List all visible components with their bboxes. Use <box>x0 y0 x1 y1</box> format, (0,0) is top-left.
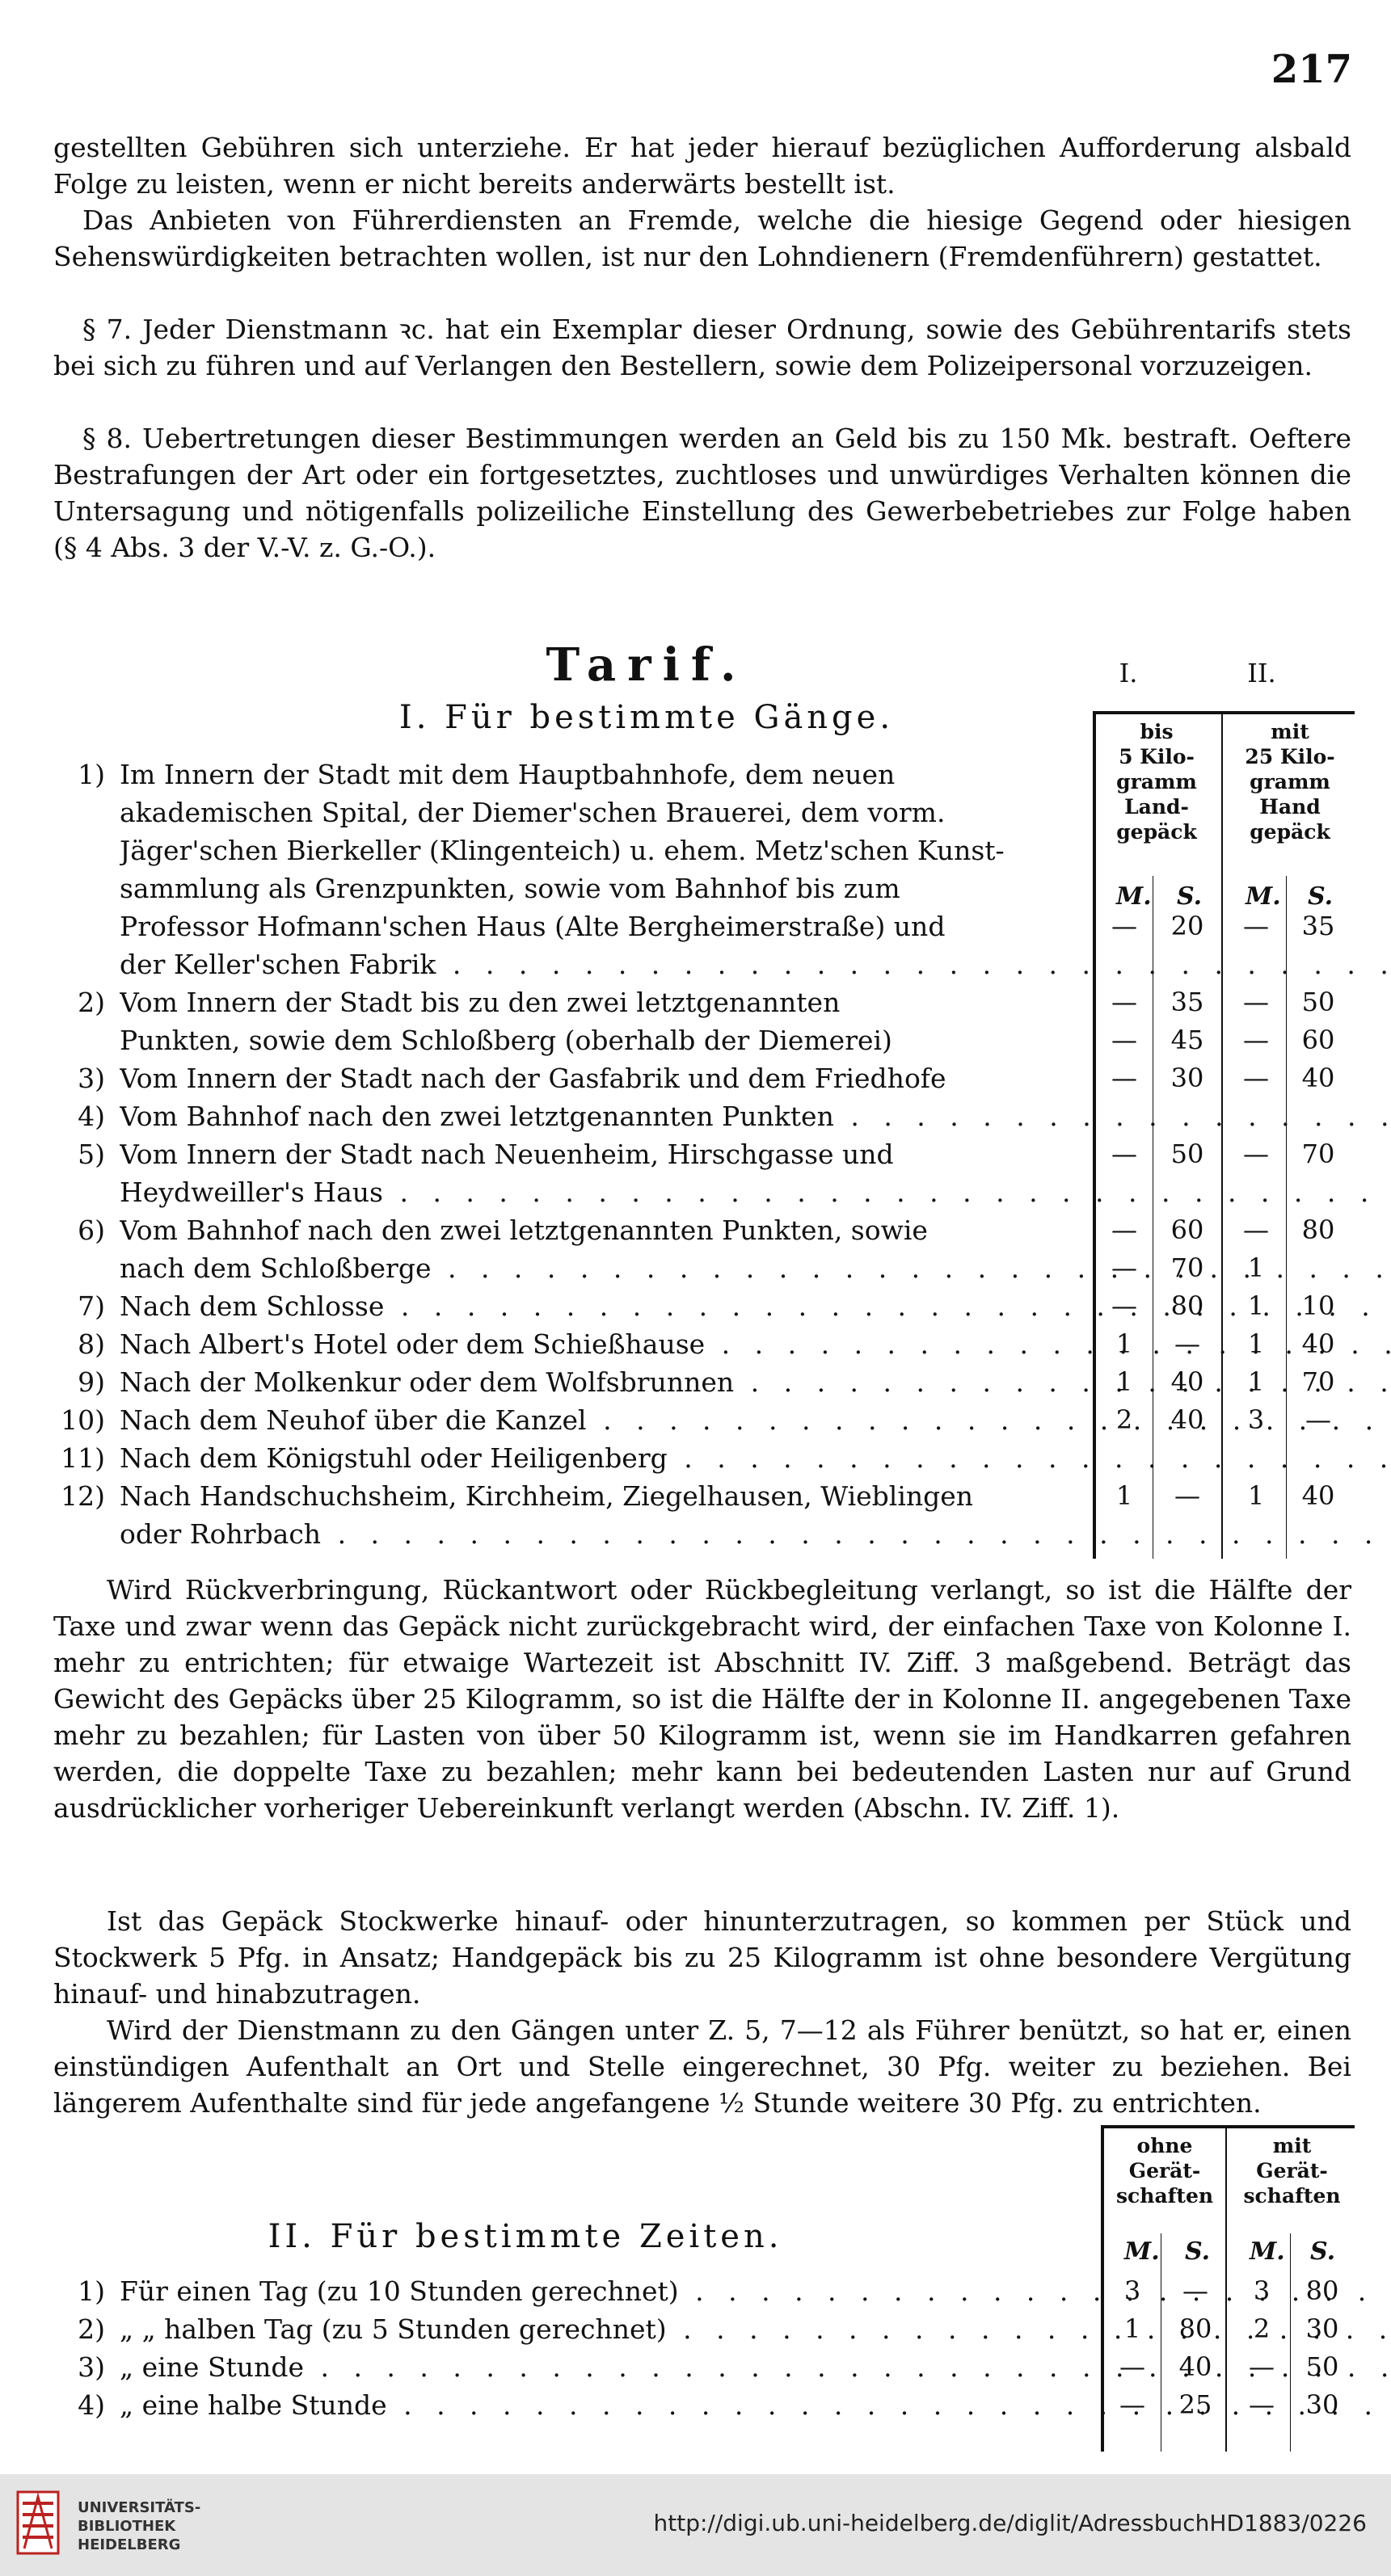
list-item <box>40 2310 1059 2348</box>
list-item <box>40 1439 1059 1477</box>
list-item <box>40 1363 1059 1401</box>
page-number: 217 <box>1271 47 1352 92</box>
price-cell: 45 <box>1170 1025 1204 1055</box>
column-divider <box>1286 876 1287 1559</box>
price-cell: 80 <box>1170 1290 1204 1321</box>
list-item <box>40 1287 1059 1325</box>
column-roman-1: I. <box>1119 658 1138 688</box>
row-text-line: Vom Bahnhof nach den zwei letztgenannten Punkten, sowie <box>120 1214 928 1246</box>
price-cell: 50 <box>1170 1139 1204 1169</box>
column-divider <box>1290 2233 1291 2452</box>
row-number: 6) <box>78 1214 105 1246</box>
row-text-line: Nach Handschuchsheim, Kirchheim, Ziegelhausen, Wieblingen <box>120 1480 974 1512</box>
row-text-line: Nach Albert's Hotel oder dem Schießhause . . . <box>120 1325 1391 1363</box>
price-cell: 10 <box>1301 1290 1335 1321</box>
column-header-2: mit Gerät- schaften <box>1243 2134 1341 2208</box>
price-cell: 40 <box>1301 1328 1335 1359</box>
row-number: 4) <box>78 2389 105 2421</box>
price-cell: — <box>1111 1290 1137 1321</box>
list-item <box>40 1401 1059 1439</box>
university-library-logo-icon <box>15 2486 61 2560</box>
unit-mark: M. <box>1124 2237 1160 2266</box>
price-table-zeiten <box>1101 2125 1355 2452</box>
row-number: 3) <box>78 2351 105 2383</box>
list-item <box>40 1059 1059 1097</box>
unit-pfennig: S. <box>1177 882 1203 911</box>
price-cell: 1 <box>1247 1328 1265 1359</box>
price-cell: 50 <box>1305 2351 1339 2382</box>
intro-paragraph-1: gestellten Gebühren sich unterziehe. Er hat jeder hierauf bezüglichen Aufforderung alsbald Folge zu leisten, wenn er nicht bereits anderwärts bestellt ist. <box>53 132 1351 200</box>
price-cell: — <box>1111 1139 1137 1169</box>
row-text-line: der Keller'schen Fabrik . . . <box>120 945 1391 983</box>
price-cell: 2 <box>1115 1404 1133 1435</box>
price-cell: — <box>1243 1025 1269 1055</box>
price-cell: 1 <box>1247 1366 1265 1397</box>
intro-paragraph-3: § 7. Jeder Dienstmann ꝛc. hat ein Exemplar dieser Ordnung, sowie des Gebührentarifs stets bei sich zu führen und auf Verlangen den Bestellern, sowie dem Polizeipersonal vorzuzeigen. <box>53 314 1351 381</box>
price-cell: 35 <box>1170 987 1204 1017</box>
row-text-line: Professor Hofmann'schen Haus (Alte Bergheimerstraße) und <box>120 911 946 942</box>
row-number: 11) <box>61 1442 105 1474</box>
row-number: 7) <box>78 1290 105 1322</box>
column-header-1: ohne Gerät- schaften <box>1115 2134 1214 2208</box>
list-item <box>40 1097 1059 1135</box>
price-cell: 1 <box>1123 2313 1141 2344</box>
price-cell: 60 <box>1301 1025 1335 1055</box>
price-cell: — <box>1305 1404 1331 1435</box>
price-cell: — <box>1249 2389 1275 2420</box>
price-cell: 40 <box>1178 2351 1212 2382</box>
list-item <box>40 2386 1059 2424</box>
price-cell: — <box>1174 1328 1200 1359</box>
unit-pfennig: S. <box>1185 2237 1211 2266</box>
price-cell: 70 <box>1301 1366 1335 1397</box>
price-cell: 80 <box>1178 2313 1212 2344</box>
price-cell: — <box>1111 911 1137 941</box>
row-text-line: oder Rohrbach . . . <box>120 1515 1391 1553</box>
row-number: 2) <box>78 987 105 1018</box>
price-cell: 20 <box>1170 911 1204 941</box>
row-text-line: Vom Bahnhof nach den zwei letztgenannten Punkten . . . <box>120 1097 1391 1135</box>
row-text-line: Vom Innern der Stadt nach der Gasfabrik und dem Friedhofe <box>120 1063 946 1094</box>
price-cell: — <box>1111 1025 1137 1055</box>
price-cell: 60 <box>1170 1214 1204 1245</box>
library-name: UNIVERSITÄTS- BIBLIOTHEK HEIDELBERG <box>78 2499 201 2553</box>
price-cell: 30 <box>1305 2313 1339 2344</box>
price-cell: 50 <box>1301 987 1335 1017</box>
price-cell: 1 <box>1247 1290 1265 1321</box>
price-cell: 2 <box>1253 2313 1271 2344</box>
price-cell: — <box>1243 1139 1269 1169</box>
intro-paragraph-2: Das Anbieten von Führerdiensten an Fremde, welche die hiesige Gegend oder hiesigen Sehenswürdigkeiten betrachten wollen, ist nur den Lohndienern (Fremdenführern) gestattet. <box>53 204 1351 272</box>
library-footer <box>0 2474 1391 2576</box>
row-text-line: Heydweiller's Haus . . . <box>120 1173 1391 1211</box>
row-text-line: Vom Innern der Stadt nach Neuenheim, Hirschgasse und <box>120 1139 894 1170</box>
row-number: 5) <box>78 1139 105 1170</box>
row-text-line: Jäger'schen Bierkeller (Klingenteich) u. ehem. Metz'schen Kunst- <box>120 835 1005 866</box>
price-cell: 1 <box>1247 1480 1265 1511</box>
section2-heading: II. Für bestimmte Zeiten. <box>268 2218 783 2255</box>
list-item <box>40 983 1059 1059</box>
row-number: 3) <box>78 1063 105 1094</box>
price-cell: 40 <box>1301 1480 1335 1511</box>
list-item <box>40 2348 1059 2386</box>
price-cell: 40 <box>1301 1063 1335 1093</box>
price-cell: 3 <box>1253 2275 1271 2306</box>
price-table-gaenge <box>1093 658 1355 1559</box>
row-number: 12) <box>61 1480 105 1512</box>
price-cell: — <box>1119 2351 1145 2382</box>
row-text-line: Im Innern der Stadt mit dem Hauptbahnhofe, dem neuen <box>120 759 896 790</box>
price-cell: — <box>1243 987 1269 1017</box>
source-url[interactable]: http://digi.ub.uni-heidelberg.de/diglit/AdressbuchHD1883/0226 <box>653 2510 1367 2536</box>
price-cell: 1 <box>1115 1366 1133 1397</box>
price-cell: — <box>1111 1063 1137 1093</box>
row-text-line: „ „ halben Tag (zu 5 Stunden gerechnet) . . . <box>120 2310 1391 2348</box>
column-header-2: mit 25 Kilo- gramm Hand gepäck <box>1245 720 1335 844</box>
price-cell: 3 <box>1247 1404 1265 1435</box>
row-text-line: akademischen Spital, der Diemer'schen Brauerei, dem vorm. <box>120 797 946 828</box>
price-cell: 1 <box>1247 1252 1265 1283</box>
unit-mark: M. <box>1116 882 1152 911</box>
price-cell: 1 <box>1115 1328 1133 1359</box>
row-number: 1) <box>78 759 105 790</box>
unit-pfennig: S. <box>1310 2237 1336 2266</box>
price-cell: 35 <box>1301 911 1335 941</box>
row-text-line: Nach dem Neuhof über die Kanzel . . . <box>120 1401 1391 1439</box>
row-number: 2) <box>78 2313 105 2345</box>
price-cell: 80 <box>1305 2275 1339 2306</box>
unit-mark: M. <box>1250 2237 1285 2266</box>
price-cell: 40 <box>1170 1404 1204 1435</box>
row-text-line: Punkten, sowie dem Schloßberg (oberhalb der Diemerei) <box>120 1025 892 1056</box>
row-number: 8) <box>78 1328 105 1360</box>
row-text-line: Nach dem Königstuhl oder Heiligenberg . . . <box>120 1439 1391 1477</box>
price-cell: 40 <box>1170 1366 1204 1397</box>
tarif-title: Tarif. <box>546 638 748 692</box>
price-cell: 80 <box>1301 1214 1335 1245</box>
price-cell: — <box>1243 1063 1269 1093</box>
intro-paragraph-4: § 8. Uebertretungen dieser Bestimmungen werden an Geld bis zu 150 Mk. bestraft. Oeftere Bestrafungen der Art oder ein fortgesetztes, zuchtloses und unwürdiges Verhalten können die Untersagung und nötigenfalls polizeiliche Einstellung des Gewerbebetriebes zur Folge haben (§ 4 Abs. 3 der V.-V. z. G.-O.). <box>53 423 1351 563</box>
section2-rows <box>40 2272 1059 2424</box>
price-cell: — <box>1111 987 1137 1017</box>
price-cell: — <box>1111 1252 1137 1283</box>
row-number: 4) <box>78 1101 105 1132</box>
price-cell: 30 <box>1170 1063 1204 1093</box>
price-cell: 25 <box>1178 2389 1212 2420</box>
list-item <box>40 2272 1059 2310</box>
price-cell: — <box>1111 1214 1137 1245</box>
unit-pfennig: S. <box>1308 882 1334 911</box>
row-text-line: nach dem Schloßberge . . . <box>120 1249 1391 1287</box>
mid-paragraph-3: Wird der Dienstmann zu den Gängen unter Z. 5, 7—12 als Führer benützt, so hat er, einen einstündigen Aufenthalt an Ort und Stelle eingerechnet, 30 Pfg. weiter zu beziehen. Bei längerem Aufenthalte sind für jede angefangene ½ Stunde weitere 30 Pfg. zu entrichten. <box>53 2014 1351 2119</box>
list-item <box>40 1325 1059 1363</box>
section1-rows <box>40 756 1059 1553</box>
row-text-line: Für einen Tag (zu 10 Stunden gerechnet) . . . <box>120 2272 1391 2310</box>
row-text-line: Nach der Molkenkur oder dem Wolfsbrunnen . . . <box>120 1363 1391 1401</box>
column-divider <box>1221 714 1223 1559</box>
price-cell: — <box>1243 1214 1269 1245</box>
row-text-line: Nach dem Schlosse . . . <box>120 1287 1391 1325</box>
price-cell: 70 <box>1170 1252 1204 1283</box>
list-item <box>40 1135 1059 1211</box>
row-text-line: Vom Innern der Stadt bis zu den zwei letztgenannten <box>120 987 841 1018</box>
column-header-1: bis 5 Kilo- gramm Land- gepäck <box>1116 720 1197 844</box>
row-number: 1) <box>78 2275 105 2307</box>
mid-paragraph-2: Ist das Gepäck Stockwerke hinauf- oder hinunterzutragen, so kommen per Stück und Stockwerk 5 Pfg. in Ansatz; Handgepäck bis zu 25 Kilogramm ist ohne besondere Vergütung hinauf- und hinabzutragen. <box>53 1905 1351 2010</box>
price-cell: — <box>1174 1480 1200 1511</box>
row-number: 10) <box>61 1404 105 1436</box>
price-cell: 1 <box>1115 1480 1133 1511</box>
row-text-line: sammlung als Grenzpunkten, sowie vom Bahnhof bis zum <box>120 873 900 904</box>
row-number: 9) <box>78 1366 105 1398</box>
price-cell: 3 <box>1123 2275 1141 2306</box>
price-cell: 70 <box>1301 1139 1335 1169</box>
unit-mark: M. <box>1246 882 1281 911</box>
mid-paragraph-1: Wird Rückverbringung, Rückantwort oder Rückbegleitung verlangt, so ist die Hälfte der Taxe und zwar wenn das Gepäck nicht zurückgebracht wird, der einfachen Taxe von Kolonne I. mehr zu entrichten; für etwaige Wartezeit ist Abschnitt IV. Ziff. 3 maßgebend. Beträgt das Gewicht des Gepäcks über 25 Kilogramm, so ist die Hälfte der in Kolonne II. angegebenen Taxe mehr zu bezahlen; für Lasten von über 50 Kilogramm ist, wenn sie im Handkarren gefahren werden, die doppelte Taxe zu bezahlen; mehr kann bei bedeutenden Lasten nur auf Grund ausdrücklicher vorheriger Uebereinkunft verlangt werden (Abschn. IV. Ziff. 1). <box>53 1574 1351 1824</box>
column-roman-2: II. <box>1247 658 1276 688</box>
price-cell: — <box>1243 911 1269 941</box>
price-cell: — <box>1119 2389 1145 2420</box>
row-text-line: „ eine halbe Stunde . . . <box>120 2386 1391 2424</box>
row-text-line: „ eine Stunde . . . <box>120 2348 1391 2386</box>
price-cell: 30 <box>1305 2389 1339 2420</box>
column-divider <box>1225 2128 1227 2452</box>
price-cell: — <box>1249 2351 1275 2382</box>
price-cell: — <box>1182 2275 1208 2306</box>
list-item <box>40 1211 1059 1287</box>
list-item <box>40 756 1059 983</box>
list-item <box>40 1477 1059 1553</box>
section1-heading: I. Für bestimmte Gänge. <box>398 699 895 736</box>
